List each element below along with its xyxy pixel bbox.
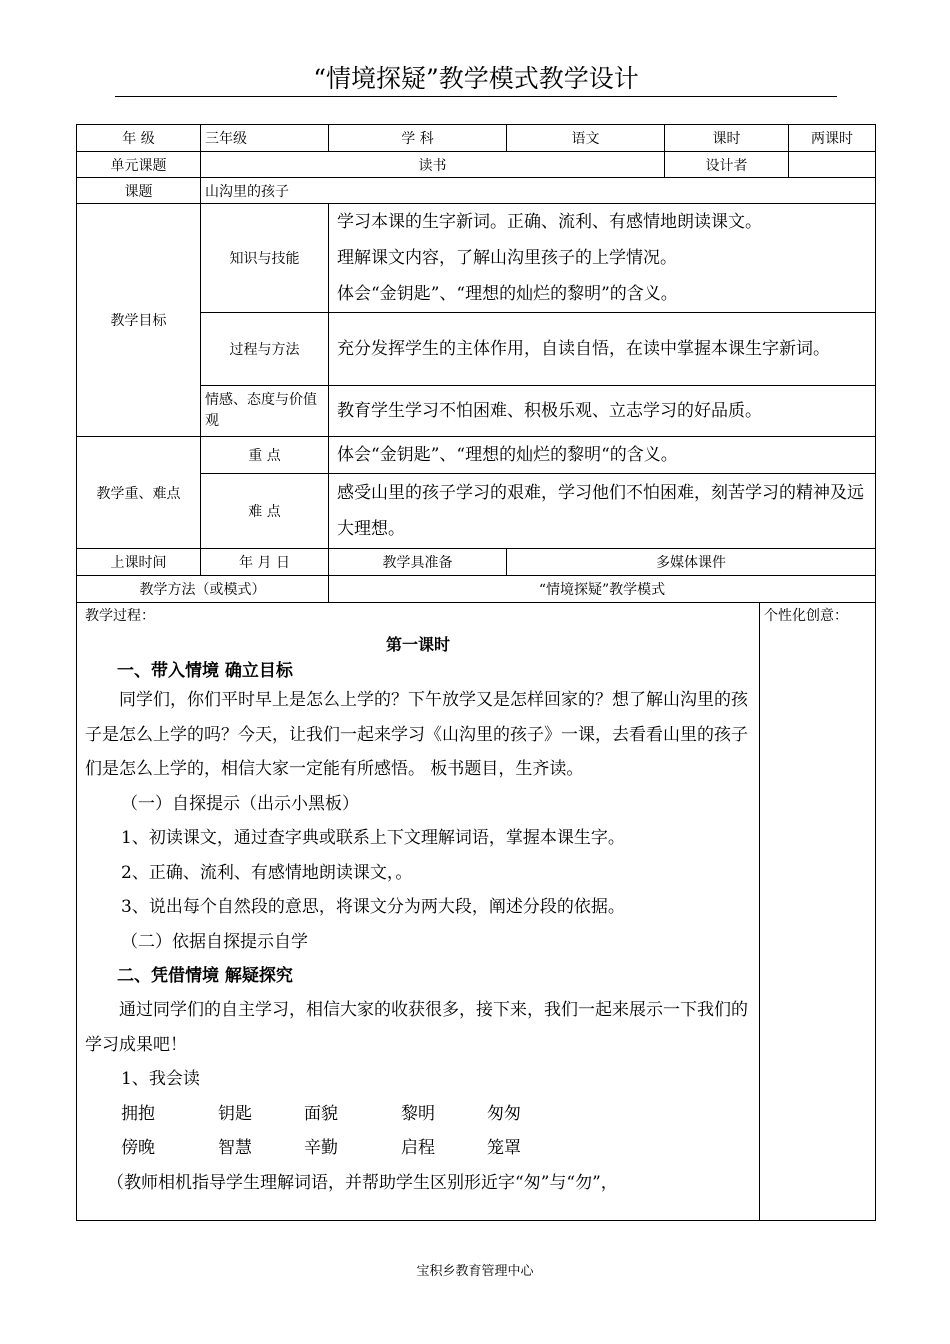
hours-value: 两课时 (789, 125, 876, 152)
vocab-word: 匆匆 (487, 1103, 521, 1124)
key-label: 重 点 (201, 437, 329, 474)
designer-label: 设计者 (665, 152, 789, 178)
guidance-line: （教师相机指导学生理解词语，并帮助学生区别形近字“匆”与“勿”， (107, 1172, 618, 1193)
list-item: 1、初读课文，通过查字典或联系上下文理解词语，掌握本课生字。 (121, 828, 625, 848)
footer: 宝积乡教育管理中心 (416, 1264, 534, 1279)
vocab-word: 面貌 (304, 1103, 338, 1124)
subject-value: 语文 (507, 125, 665, 152)
emotion-label: 情感、态度与价值观 (201, 386, 329, 437)
vocab-word: 黎明 (401, 1103, 435, 1124)
time-label: 上课时间 (77, 549, 201, 576)
vocab-word: 傍晚 (121, 1138, 155, 1158)
sub-heading: （一）自探提示（出示小黑板） (121, 793, 359, 814)
personal-idea-cell (760, 603, 876, 1221)
key-text: 体会“金钥匙”、“理想的灿烂的黎明“的含义。 (329, 437, 876, 474)
vocab-word: 笼罩 (487, 1138, 521, 1158)
word-row (85, 1131, 751, 1166)
unit-label: 单元课题 (77, 152, 201, 178)
method-label: 教学方法（或模式） (77, 576, 329, 603)
teaching-process (77, 603, 759, 1200)
lesson-plan-table (76, 124, 876, 1221)
section-paragraph: 通过同学们的自主学习，相信大家的收获很多，接下来，我们一起来展示一下我们的学习成果吧！ (85, 1000, 748, 1055)
document-title: “情境探疑”教学模式教学设计 (313, 64, 639, 93)
grade-label: 年 级 (77, 125, 201, 152)
section-heading: 二、凭借情境 解疑探究 (117, 966, 293, 986)
difficult-text: 感受山里的孩子学习的艰难，学习他们不怕困难，刻苦学习的精神及远大理想。 (329, 474, 876, 549)
key-points-label: 教学重、难点 (77, 437, 201, 549)
process-label: 教学过程： (85, 608, 155, 624)
section-paragraph: 同学们，你们平时早上是怎么上学的？下午放学又是怎样回家的？想了解山沟里的孩子是怎么上学的吗？今天，让我们一起来学习《山沟里的孩子》一课，去看看山里的孩子们是怎么上学的，相信大家一定能有所感悟。 板书题目，生齐读。 (85, 690, 748, 779)
knowledge-line: 体会“金钥匙”、“理想的灿烂的黎明”的含义。 (337, 284, 678, 304)
list-item: 3、说出每个自然段的意思，将课文分为两大段，阐述分段的依据。 (121, 897, 625, 917)
unit-value: 读书 (201, 152, 665, 178)
method-value: “情境探疑”教学模式 (329, 576, 876, 603)
knowledge-cell (329, 204, 876, 313)
tools-label: 教学具准备 (329, 549, 507, 576)
sub-heading: （二）依据自探提示自学 (121, 931, 308, 952)
hours-label: 课时 (665, 125, 789, 152)
vocab-word: 辛勤 (304, 1138, 338, 1158)
lesson-value: 山沟里的孩子 (201, 178, 876, 204)
knowledge-line: 学习本课的生字新词。正确、流利、有感情地朗读课文。 (337, 212, 762, 232)
vocab-word: 拥抱 (121, 1103, 155, 1124)
lesson-label: 课题 (77, 178, 201, 204)
designer-value (789, 152, 876, 178)
section-heading: 一、带入情境 确立目标 (117, 661, 293, 681)
difficult-label: 难 点 (201, 474, 329, 549)
lesson-heading: 第一课时 (386, 635, 451, 654)
process-method-label: 过程与方法 (201, 313, 329, 386)
emotion-text: 教育学生学习不怕困难、积极乐观、立志学习的好品质。 (329, 386, 876, 437)
vocab-word: 钥匙 (218, 1103, 252, 1124)
subject-label: 学 科 (329, 125, 507, 152)
read-label: 1、我会读 (121, 1069, 200, 1089)
grade-value: 三年级 (201, 125, 329, 152)
personal-idea-label: 个性化创意： (764, 608, 849, 624)
time-value: 年 月 日 (201, 549, 329, 576)
knowledge-line: 理解课文内容，了解山沟里孩子的上学情况。 (337, 248, 677, 268)
goals-label: 教学目标 (77, 204, 201, 437)
word-row (85, 1097, 751, 1132)
list-item: 2、正确、流利、有感情地朗读课文，。 (121, 862, 413, 883)
title-underline (115, 96, 837, 97)
process-method-text: 充分发挥学生的主体作用，自读自悟，在读中掌握本课生字新词。 (329, 313, 876, 386)
vocab-word: 启程 (401, 1138, 435, 1158)
teaching-process-cell (77, 603, 760, 1221)
tools-value: 多媒体课件 (507, 549, 876, 576)
vocab-word: 智慧 (218, 1138, 252, 1158)
knowledge-label: 知识与技能 (201, 204, 329, 313)
